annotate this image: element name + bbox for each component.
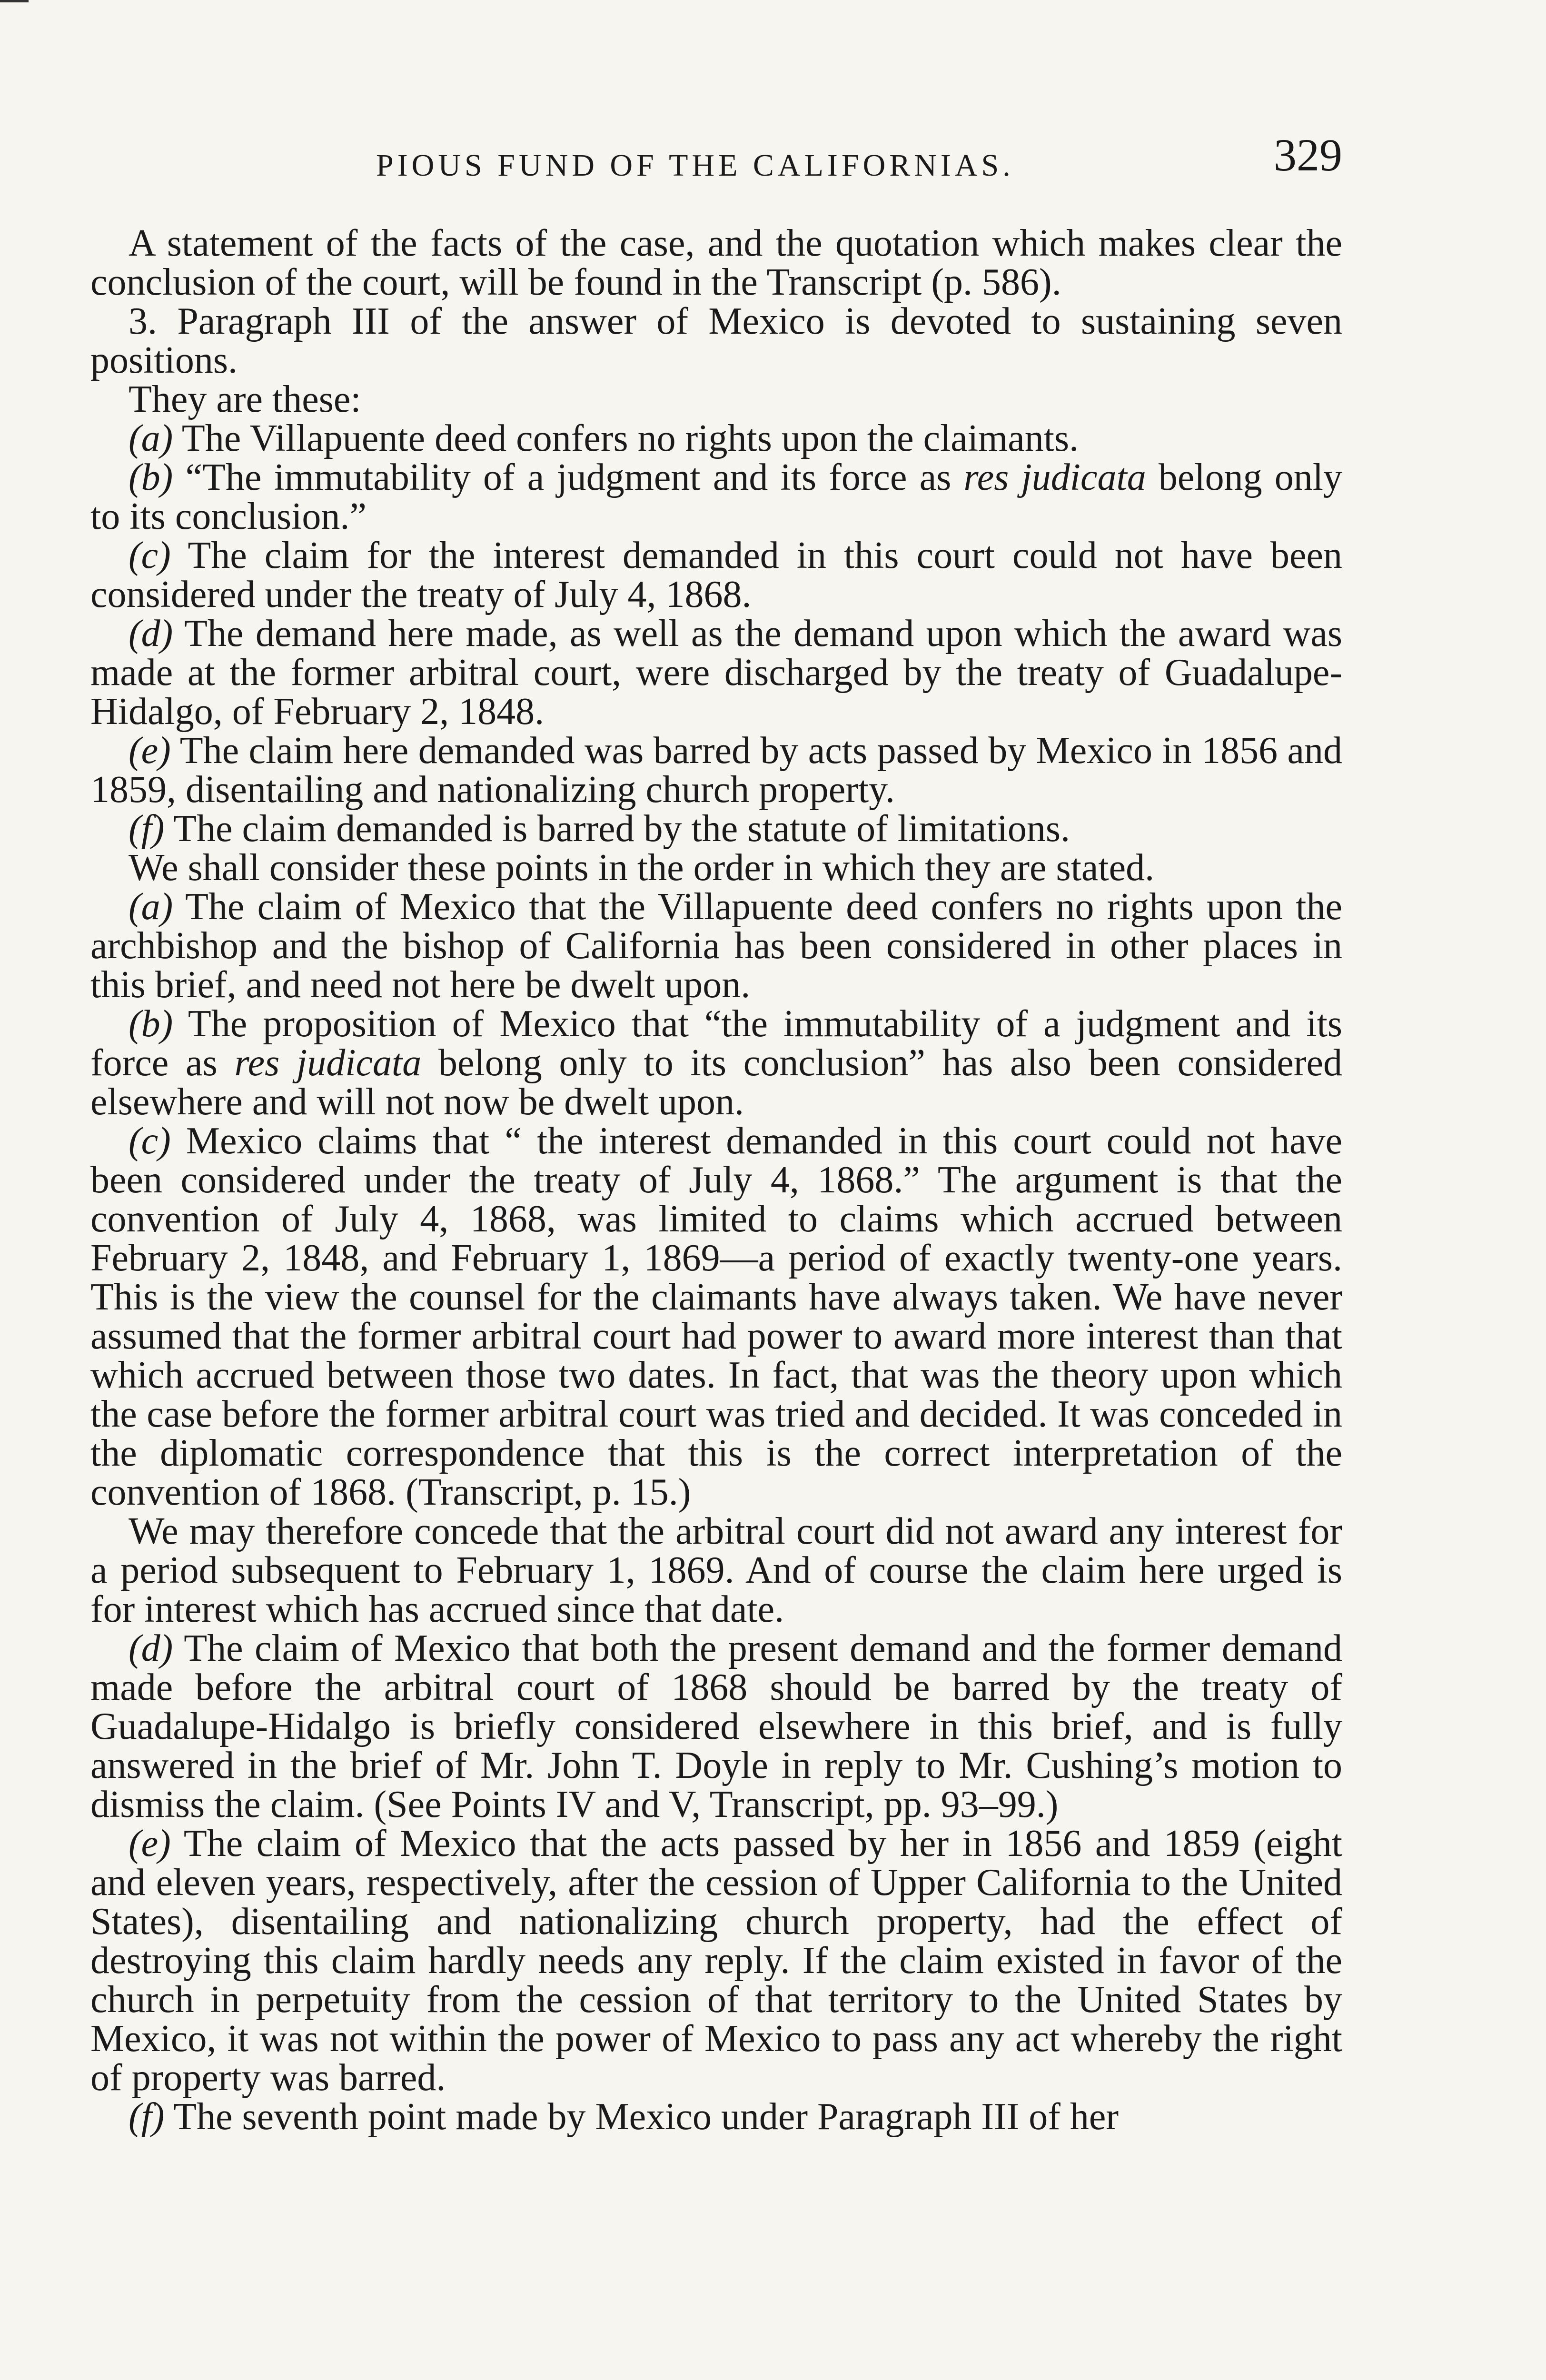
- point-label: (d): [129, 613, 173, 654]
- paragraph: [90, 1121, 1342, 1512]
- paragraph: [90, 887, 1342, 1004]
- paragraph-text: We may therefore concede that the arbitral court did not award any interest for a period subsequent to February 1, 1869. And of course the claim here urged is for interest which has accrued since that date.: [90, 1510, 1342, 1630]
- paragraph: [90, 809, 1342, 848]
- paragraph-text: The claim for the interest demanded in this court could not have been considered under the treaty of July 4, 1868.: [90, 535, 1342, 615]
- paragraph-text: The claim of Mexico that both the present demand and the former demand made before the arbitral court of 1868 should be barred by the treaty of Guadalupe-Hidalgo is briefly considered elsewhere in this brief, and is fully answered in the brief of Mr. John T. Doyle in reply to Mr. Cushing’s motion to dismiss the claim. (See Points IV and V, Transcript, pp. 93–99.): [90, 1627, 1342, 1825]
- paragraph-text: The claim demanded is barred by the statute of limitations.: [164, 808, 1070, 850]
- paragraph: [90, 848, 1342, 887]
- point-label: (c): [129, 1120, 171, 1162]
- paragraph: [90, 1824, 1342, 2097]
- page-header: [90, 129, 1342, 200]
- paragraph: [90, 536, 1342, 614]
- paragraph-text: Mexico claims that “ the interest demanded in this court could not have been considered under the treaty of July 4, 1868.” The argument is that the convention of July 4, 1868, was limited to claims which accrued between February 2, 1848, and February 1, 1869—a period of exactly twenty-one years. This is the view the counsel for the claimants have always taken. We have never assumed that the former arbitral court had power to award more interest than that which accrued between those two dates. In fact, that was the theory upon which the case before the former arbitral court was tried and decided. It was conceded in the diplomatic correspondence that this is the correct interpretation of the convention of 1868. (Transcript, p. 15.): [90, 1120, 1342, 1513]
- scan-edge-mark: [0, 0, 29, 2]
- point-label: (f): [129, 808, 165, 850]
- paragraph-text: The claim here demanded was barred by acts passed by Mexico in 1856 and 1859, disentailing and nationalizing church property.: [90, 730, 1342, 811]
- point-label: (b): [129, 1003, 173, 1045]
- paragraph: [90, 302, 1342, 380]
- point-label: (e): [129, 730, 171, 772]
- paragraph: [90, 380, 1342, 419]
- point-label: (a): [129, 417, 173, 459]
- point-label: (f): [129, 2096, 165, 2138]
- italic-term: res judicata: [963, 456, 1146, 498]
- paragraph-text-continued: belong only to its conclusion.”: [90, 456, 1342, 537]
- paragraph: [90, 1629, 1342, 1824]
- point-label: (d): [129, 1627, 173, 1669]
- paragraph: [90, 1512, 1342, 1629]
- point-label: (b): [129, 456, 173, 498]
- paragraph-text: The demand here made, as well as the demand upon which the award was made at the former arbitral court, were discharged by the treaty of Guadalupe-Hidalgo, of February 2, 1848.: [90, 613, 1342, 733]
- point-label: (a): [129, 886, 173, 928]
- paragraph-text: 3. Paragraph III of the answer of Mexico is devoted to sustaining seven positions.: [90, 300, 1342, 381]
- paragraph-text: A statement of the facts of the case, and the quotation which makes clear the conclusion of the court, will be found in the Transcript (p. 586).: [90, 222, 1342, 303]
- paragraph-text: The claim of Mexico that the Villapuente deed confers no rights upon the archbishop and the bishop of California has been considered in other places in this brief, and need not here be dwelt upon.: [90, 886, 1342, 1006]
- running-title: PIOUS FUND OF THE CALIFORNIAS.: [376, 148, 1014, 183]
- page-number: 329: [1274, 129, 1342, 180]
- paragraph-text: The claim of Mexico that the acts passed by her in 1856 and 1859 (eight and eleven years, respectively, after the cession of Upper California to the United States), disentailing and nationalizing church property, had the effect of destroying this claim hardly needs any reply. If the claim existed in favor of the church in perpetuity from the cession of that territory to the United States by Mexico, it was not within the power of Mexico to pass any act whereby the right of property was barred.: [90, 1823, 1342, 2099]
- paragraph-text: They are these:: [129, 378, 361, 420]
- paragraph-text: The seventh point made by Mexico under Paragraph III of her: [164, 2096, 1119, 2138]
- paragraph: [90, 224, 1342, 302]
- paragraph-text: “The immutability of a judgment and its force as: [173, 456, 964, 498]
- paragraph-text-continued: belong only to its conclusion” has also been considered elsewhere and will not now be dwelt upon.: [90, 1042, 1343, 1123]
- paragraph: [90, 2097, 1342, 2136]
- paragraph: [90, 731, 1342, 809]
- paragraph: [90, 614, 1342, 731]
- point-label: (c): [129, 535, 171, 576]
- paragraph: [90, 458, 1342, 536]
- italic-term: res judicata: [234, 1042, 422, 1084]
- paragraph-text: The Villapuente deed confers no rights upon the claimants.: [173, 417, 1079, 459]
- point-label: (e): [129, 1823, 171, 1864]
- paragraph: [90, 1004, 1342, 1121]
- paragraph-text: We shall consider these points in the order in which they are stated.: [129, 847, 1155, 889]
- paragraph-text: The proposition of Mexico that “the immutability of a judgment and its force as: [90, 1003, 1342, 1084]
- paragraph: [90, 419, 1342, 458]
- body-text: [90, 224, 1342, 2136]
